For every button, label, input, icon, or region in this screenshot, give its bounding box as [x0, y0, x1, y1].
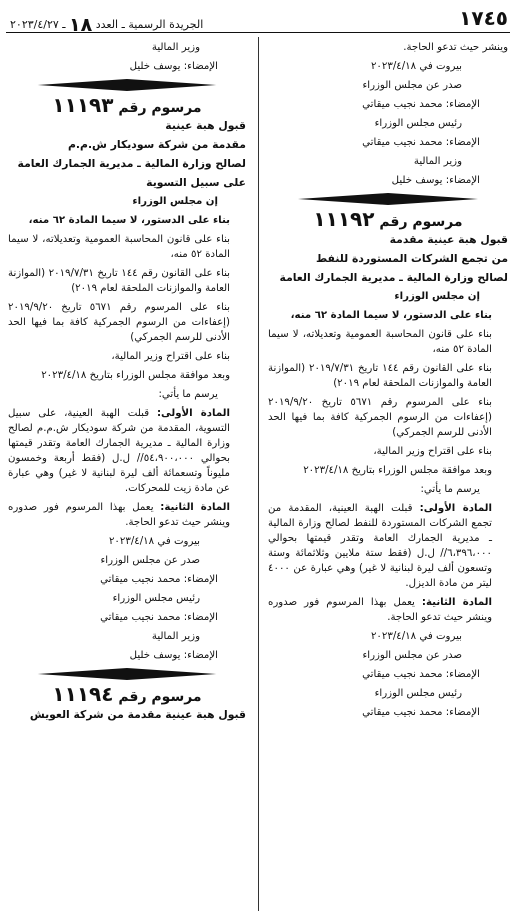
basis-constitution: بناء على الدستور، لا سيما المادة ٦٢ منه، — [290, 310, 492, 321]
issued-by: صدر عن مجلس الوزراء — [100, 555, 200, 566]
article-2 — [268, 595, 508, 625]
pm-title: رئيس مجلس الوزراء — [374, 688, 462, 699]
issue-date: ـ ٢٠٢٣/٤/٢٧ — [10, 18, 66, 31]
decree-subject-3: لصالح وزارة المالية ـ مديرية الجمارك العامة — [17, 157, 246, 170]
decree-subject-3: لصالح وزارة المالية ـ مديرية الجمارك العامة — [279, 271, 508, 284]
article-2-text: يعمل بهذا المرسوم فور صدوره وينشر حيث تدعو الحاجة. — [8, 502, 230, 528]
article-1-text: قبلت الهبة العينية، على سبيل التسوية، المقدمة من شركة سوديكار ش.م.م لصالح وزارة المالية ـ مديرية الجمارك العامة وتقدر قيمتها بحوالي ٥٤،٩٠٠،٠٠٠// ل.ل (فقط أربعة وخمسون مليوناً وتسعمائة ألف ليرة لبنانية لا غير) وهي عبارة عن مادة زيت للمحركات. — [8, 408, 230, 494]
page-number: ١٧٤٥ — [459, 6, 508, 30]
decrees-statement: يرسم ما يأتي: — [158, 389, 218, 400]
next-decree-heading — [8, 682, 246, 706]
article-1-label: المادة الأولى: — [419, 503, 492, 514]
decree-label: مرسوم رقم — [379, 214, 463, 230]
decree-divider — [268, 192, 508, 206]
prev-signature-2: الإمضاء: محمد نجيب ميقاتي — [362, 137, 480, 148]
article-1-text: قبلت الهبة العينية، المقدمة من تجمع الشركات المستوردة للنفط لصالح وزارة المالية ـ مديرية الجمارك العامة وتقدر قيمتها بحوالي ٦،٣٩٦،٠٠٠// ل.ل (فقط ستة ملايين وثلاثمائة وستة وتسعون ألف ليرة لبنانية لا غير) وهي عبارة عن ٤٠٠٠ ليتر من مادة الديزل. — [268, 503, 492, 589]
decree-date: بيروت في ٢٠٢٣/٤/١٨ — [370, 631, 462, 642]
decree-subject-1: قبول هبة عينية مقدمة — [389, 233, 508, 246]
prev-signature-1: الإمضاء: محمد نجيب ميقاتي — [362, 99, 480, 110]
signature-3: الإمضاء: يوسف خليل — [129, 650, 218, 661]
page-header — [6, 6, 510, 36]
journal-title-line — [10, 11, 204, 36]
basis-budget-law: بناء على القانون رقم ١٤٤ تاريخ ٢٠١٩/٧/٣١ (الموازنة العامة والموازنات الملحقة لعام ٢٠١٩) — [8, 268, 230, 294]
article-2 — [8, 500, 246, 530]
prev-signature-3: الإمضاء: يوسف خليل — [391, 175, 480, 186]
signature-1: الإمضاء: محمد نجيب ميقاتي — [362, 669, 480, 680]
council-heading: إن مجلس الوزراء — [132, 196, 218, 207]
prev-decree-tail: وينشر حيث تدعو الحاجة. — [403, 42, 508, 53]
decree-subject-1: قبول هبة عينية — [165, 119, 246, 132]
basis-approval: وبعد موافقة مجلس الوزراء بتاريخ ٢٠٢٣/٤/١٨ — [41, 370, 230, 381]
basis-accounting-law: بناء على قانون المحاسبة العمومية وتعديلاته، لا سيما المادة ٥٢ منه، — [8, 234, 230, 260]
prev-finance-title: وزير المالية — [413, 156, 462, 167]
basis-proposal: بناء على اقتراح وزير المالية، — [111, 351, 230, 362]
issue-number: ١٨ — [69, 14, 93, 36]
decree-divider — [8, 78, 246, 92]
decree-number: ١١١٩٢ — [313, 207, 375, 231]
prev-issued-by: صدر عن مجلس الوزراء — [362, 80, 462, 91]
signature-1: الإمضاء: محمد نجيب ميقاتي — [100, 574, 218, 585]
signature-2: الإمضاء: محمد نجيب ميقاتي — [100, 612, 218, 623]
decree-subject-4: على سبيل التسوية — [146, 176, 246, 189]
decree-subject-2: من تجمع الشركات المستوردة للنفط — [315, 252, 508, 265]
issued-by: صدر عن مجلس الوزراء — [362, 650, 462, 661]
decree-number: ١١١٩٣ — [52, 93, 114, 117]
article-2-text: يعمل بهذا المرسوم فور صدوره وينشر حيث تدعو الحاجة. — [268, 597, 492, 623]
decree-label: مرسوم رقم — [118, 100, 202, 116]
journal-title: الجريدة الرسمية ـ العدد — [95, 18, 204, 31]
next-decree-number: ١١١٩٤ — [52, 682, 114, 706]
prev-signature: الإمضاء: يوسف خليل — [129, 61, 218, 72]
header-rule — [6, 32, 510, 33]
decree-divider — [8, 667, 246, 681]
prev-decree-date: بيروت في ٢٠٢٣/٤/١٨ — [370, 61, 462, 72]
next-decree-label: مرسوم رقم — [118, 689, 202, 705]
basis-accounting-law: بناء على قانون المحاسبة العمومية وتعديلاته، لا سيما المادة ٥٢ منه، — [268, 329, 492, 355]
next-decree-subject: قبول هبة عينية مقدمة من شركة العويش — [29, 708, 246, 721]
basis-approval: وبعد موافقة مجلس الوزراء بتاريخ ٢٠٢٣/٤/١٨ — [303, 465, 492, 476]
article-1 — [268, 501, 508, 591]
finance-title: وزير المالية — [151, 631, 200, 642]
pm-title: رئيس مجلس الوزراء — [112, 593, 200, 604]
article-2-label: المادة الثانية: — [160, 502, 230, 513]
decree-heading — [8, 93, 246, 117]
signature-2: الإمضاء: محمد نجيب ميقاتي — [362, 707, 480, 718]
article-1 — [8, 406, 246, 496]
column-separator — [258, 37, 259, 911]
basis-decree: بناء على المرسوم رقم ٥٦٧١ تاريخ ٢٠١٩/٩/٢٠ (إعفاءات من الرسوم الجمركية كافة بما فيها الحد الأدنى للرسم الجمركي) — [8, 302, 231, 343]
decree-subject-2: مقدمة من شركة سوديكار ش.م.م — [68, 138, 246, 151]
left-column — [8, 40, 246, 726]
article-1-label: المادة الأولى: — [156, 408, 230, 419]
decree-date: بيروت في ٢٠٢٣/٤/١٨ — [108, 536, 200, 547]
basis-constitution: بناء على الدستور، لا سيما المادة ٦٢ منه، — [28, 215, 230, 226]
basis-proposal: بناء على اقتراح وزير المالية، — [373, 446, 492, 457]
decrees-statement: يرسم ما يأتي: — [420, 484, 480, 495]
basis-budget-law: بناء على القانون رقم ١٤٤ تاريخ ٢٠١٩/٧/٣١ (الموازنة العامة والموازنات الملحقة لعام ٢٠١٩) — [268, 363, 493, 389]
prev-finance-title: وزير المالية — [151, 42, 200, 53]
right-column — [268, 40, 508, 724]
basis-decree: بناء على المرسوم رقم ٥٦٧١ تاريخ ٢٠١٩/٩/٢٠ (إعفاءات من الرسوم الجمركية كافة بما فيها الحد الأدنى للرسم الجمركي) — [268, 397, 492, 438]
article-2-label: المادة الثانية: — [421, 597, 492, 608]
council-heading: إن مجلس الوزراء — [394, 291, 480, 302]
decree-heading — [268, 207, 508, 231]
prev-pm-title: رئيس مجلس الوزراء — [374, 118, 462, 129]
